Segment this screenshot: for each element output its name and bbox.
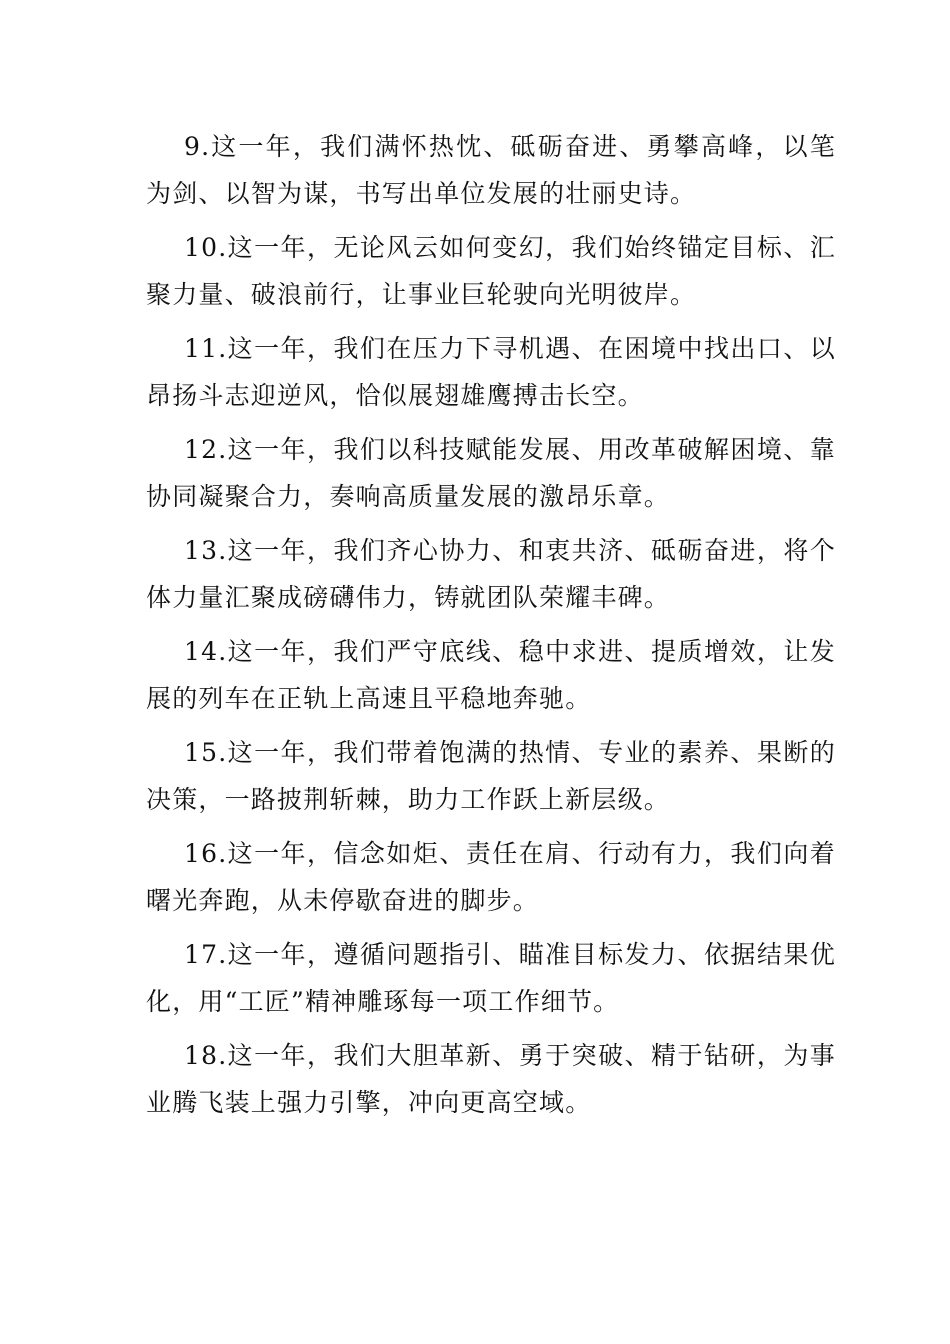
paragraph-14: 14.这一年，我们严守底线、稳中求进、提质增效，让发展的列车在正轨上高速且平稳地奔驰。 [146, 637, 836, 713]
paragraph-10: 10.这一年，无论风云如何变幻，我们始终锚定目标、汇聚力量、破浪前行，让事业巨轮驶向光明彼岸。 [146, 233, 836, 309]
paragraph-15: 15.这一年，我们带着饱满的热情、专业的素养、果断的决策，一路披荆斩棘，助力工作跃上新层级。 [146, 738, 836, 814]
paragraph-16: 16.这一年，信念如炬、责任在肩、行动有力，我们向着曙光奔跑，从未停歇奋进的脚步。 [146, 839, 836, 915]
paragraph-18: 18.这一年，我们大胆革新、勇于突破、精于钻研，为事业腾飞装上强力引擎，冲向更高空域。 [146, 1041, 836, 1117]
paragraph-17: 17.这一年，遵循问题指引、瞄准目标发力、依据结果优化，用“工匠”精神雕琢每一项工作细节。 [146, 940, 836, 1016]
paragraph-11: 11.这一年，我们在压力下寻机遇、在困境中找出口、以昂扬斗志迎逆风，恰似展翅雄鹰搏击长空。 [146, 334, 836, 410]
paragraph-9: 9.这一年，我们满怀热忱、砥砺奋进、勇攀高峰，以笔为剑、以智为谋，书写出单位发展的壮丽史诗。 [146, 132, 836, 208]
paragraph-12: 12.这一年，我们以科技赋能发展、用改革破解困境、靠协同凝聚合力，奏响高质量发展的激昂乐章。 [146, 435, 836, 511]
document-body [146, 124, 836, 1134]
paragraph-13: 13.这一年，我们齐心协力、和衷共济、砥砺奋进，将个体力量汇聚成磅礴伟力，铸就团队荣耀丰碑。 [146, 536, 836, 612]
